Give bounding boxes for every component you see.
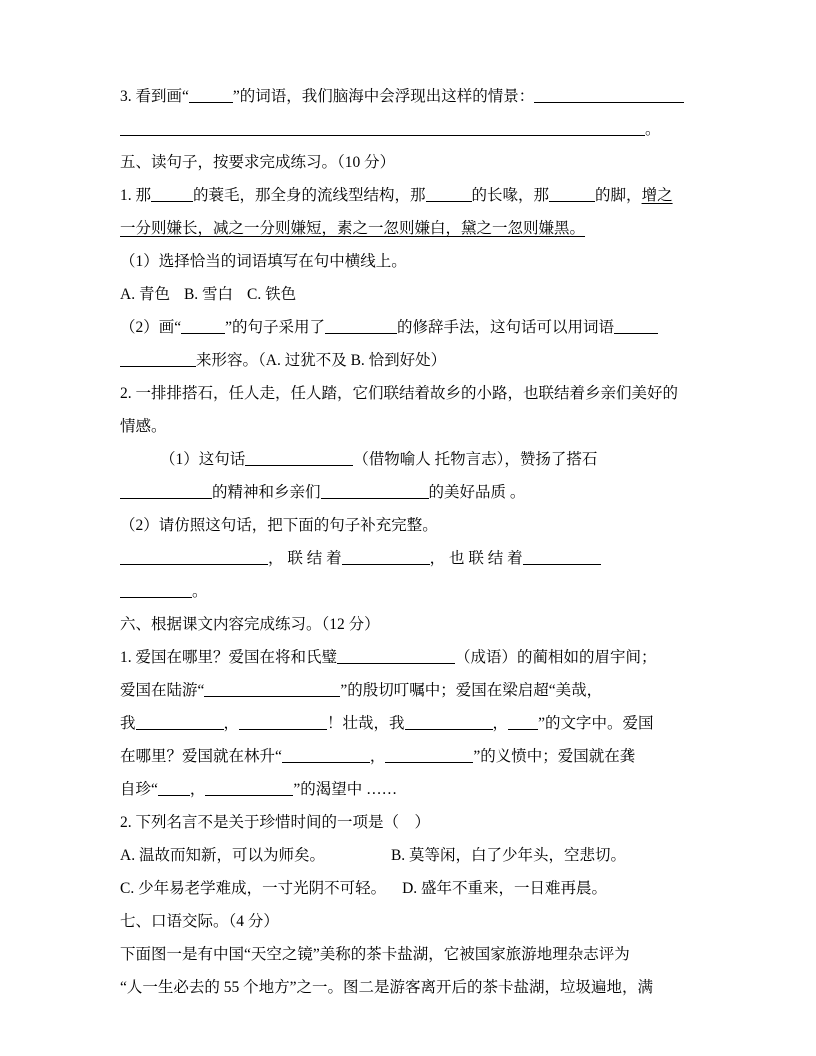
q6-1-line4 (120, 740, 700, 773)
spacer (233, 298, 247, 299)
text-run: （成语）的蔺相如的眉宇间； (455, 649, 657, 666)
blank-field (337, 649, 455, 664)
text-run: （2）画“ (120, 319, 182, 336)
spacer (386, 892, 402, 893)
text-run: ”的句子采用了 (225, 319, 326, 336)
blank-field (523, 550, 601, 565)
text-run: B. 莫等闲，白了少年头，空悲切。 (390, 847, 627, 864)
text-run: 我 (120, 715, 136, 732)
text-run: C. 少年易老学难成，一寸光阴不可轻。 (120, 880, 387, 897)
q5-1-sub1-prompt (120, 245, 700, 278)
q6-1-line2 (120, 674, 700, 707)
q7-intro-line1 (120, 938, 700, 971)
text-run: 增之 (641, 187, 673, 204)
text-run: （1）选择恰当的词语填写在句中横线上。 (120, 253, 407, 270)
q5-2-sub2-line2 (120, 575, 700, 608)
text-run: 一分则嫌长，减之一分则嫌短，素之一忽则嫌白，黛之一忽则嫌黑。 (120, 220, 586, 237)
blank-field (549, 187, 595, 202)
text-run: （2）请仿照这句话，把下面的句子补充完整。 (120, 517, 438, 534)
q6-1-line1 (120, 641, 700, 674)
text-run: 七、口语交际。（4 分） (120, 913, 279, 930)
text-run: 1. 爱国在哪里？爱国在将和氏璧 (120, 649, 338, 666)
q5-1-sub2-line1 (120, 311, 700, 344)
blank-field (245, 451, 353, 466)
spacer (170, 298, 184, 299)
text-run: ， (189, 781, 206, 798)
blank-field (405, 715, 493, 730)
q5-2-sentence-line2 (120, 410, 700, 443)
text-run: 2. 下列名言不是关于珍惜时间的一项是（ ） (120, 814, 431, 831)
blank-field (239, 715, 327, 730)
section-6-header (120, 608, 700, 641)
q7-intro-line2 (120, 971, 700, 1004)
text-run: “人一生必去的 55 个地方”之一。图二是游客离开后的茶卡盐湖，垃圾遍地，满 (120, 979, 654, 996)
text-run: （1）这句话 (160, 451, 246, 468)
blank-field (282, 748, 370, 763)
text-run: 下面图一是有中国“天空之镜”美称的茶卡盐湖，它被国家旅游地理杂志评为 (120, 946, 630, 963)
q5-1-sentence-line1 (120, 179, 700, 212)
q5-1-sentence-line2 (120, 212, 700, 245)
blank-field (205, 781, 293, 796)
q3-prompt-line1 (120, 80, 700, 113)
document-body (120, 80, 700, 1004)
blank-field (385, 748, 473, 763)
q3-prompt-line2 (120, 113, 700, 146)
text-run: 自珍“ (120, 781, 158, 798)
text-run: ！壮哉，我 (327, 715, 405, 732)
q5-2-sub1-line1 (120, 443, 700, 476)
text-run: B. 雪白 (183, 286, 234, 303)
blank-field (120, 583, 192, 598)
text-run: 。 (192, 583, 208, 600)
q5-2-sub1-line2 (120, 476, 700, 509)
blank-field (321, 484, 429, 499)
text-run: 2. 一排排搭石，任人走，任人踏，它们联结着故乡的小路，也联结着乡亲们美好的 (120, 385, 679, 402)
text-run: ， (223, 715, 240, 732)
blank-field (136, 715, 224, 730)
q6-1-line3 (120, 707, 700, 740)
text-run: 的长喙，那 (471, 187, 550, 204)
text-run: 的修辞手法，这句话可以用词语 (397, 319, 615, 336)
text-run: 来形容。（A. 过犹不及 B. 恰到好处） (196, 352, 447, 369)
q6-2-options-ab (120, 839, 700, 872)
text-run: 情感。 (120, 418, 167, 435)
blank-field (614, 319, 658, 334)
text-run: ”的殷切叮嘱中；爱国在梁启超“美哉， (340, 682, 603, 699)
text-run: ， (492, 715, 509, 732)
q5-1-sub1-options (120, 278, 700, 311)
section-7-header (120, 905, 700, 938)
text-run: A. 青色 (120, 286, 170, 303)
text-run: ， 联 结 着 (268, 550, 342, 567)
q5-1-sub2-line2 (120, 344, 700, 377)
q5-2-sub2-line1 (120, 542, 700, 575)
text-run: 五、读句子，按要求完成练习。（10 分） (120, 154, 396, 171)
blank-field (426, 187, 472, 202)
text-run: 的美好品质 。 (428, 484, 526, 501)
text-run: D. 盛年不重来，一日难再晨。 (402, 880, 608, 897)
blank-field (120, 121, 645, 136)
blank-field (151, 187, 193, 202)
q5-2-sentence-line1 (120, 377, 700, 410)
text-run: ， 也 联 结 着 (429, 550, 523, 567)
text-run: 的蓑毛，那全身的流线型结构，那 (193, 187, 426, 204)
q6-2-options-cd (120, 872, 700, 905)
text-run: 。 (645, 121, 661, 138)
text-run: ”的渴望中 …… (293, 781, 398, 798)
text-run: 1. 那 (120, 187, 152, 204)
blank-field (508, 715, 538, 730)
blank-field (120, 550, 268, 565)
blank-field (534, 88, 684, 103)
text-run: 3. 看到画“ (120, 88, 189, 105)
blank-field (120, 352, 196, 367)
q5-2-sub2-prompt (120, 509, 700, 542)
text-run: 爱国在陆游“ (120, 682, 205, 699)
blank-field (325, 319, 397, 334)
section-5-header (120, 146, 700, 179)
text-run: A. 温故而知新，可以为师矣。 (120, 847, 325, 864)
text-run: ”的义愤中；爱国就在龚 (473, 748, 636, 765)
blank-field (158, 781, 190, 796)
blank-field (181, 319, 225, 334)
text-run: ， (369, 748, 386, 765)
q6-1-line5 (120, 773, 700, 806)
q6-2-prompt (120, 806, 700, 839)
blank-field (342, 550, 430, 565)
text-run: （借物喻人 托物言志），赞扬了搭石 (353, 451, 598, 468)
text-run: 在哪里？爱国就在林升“ (120, 748, 282, 765)
blank-field (204, 682, 340, 697)
text-run: 的精神和乡亲们 (212, 484, 321, 501)
blank-field (189, 88, 233, 103)
text-run: ”的词语，我们脑海中会浮现出这样的情景： (232, 88, 535, 105)
spacer (325, 859, 391, 860)
text-run: C. 铁色 (247, 286, 297, 303)
blank-field (120, 484, 212, 499)
text-run: ”的文字中。爱国 (538, 715, 654, 732)
text-run: 的脚， (595, 187, 642, 204)
text-run: 六、根据课文内容完成练习。（12 分） (120, 616, 380, 633)
